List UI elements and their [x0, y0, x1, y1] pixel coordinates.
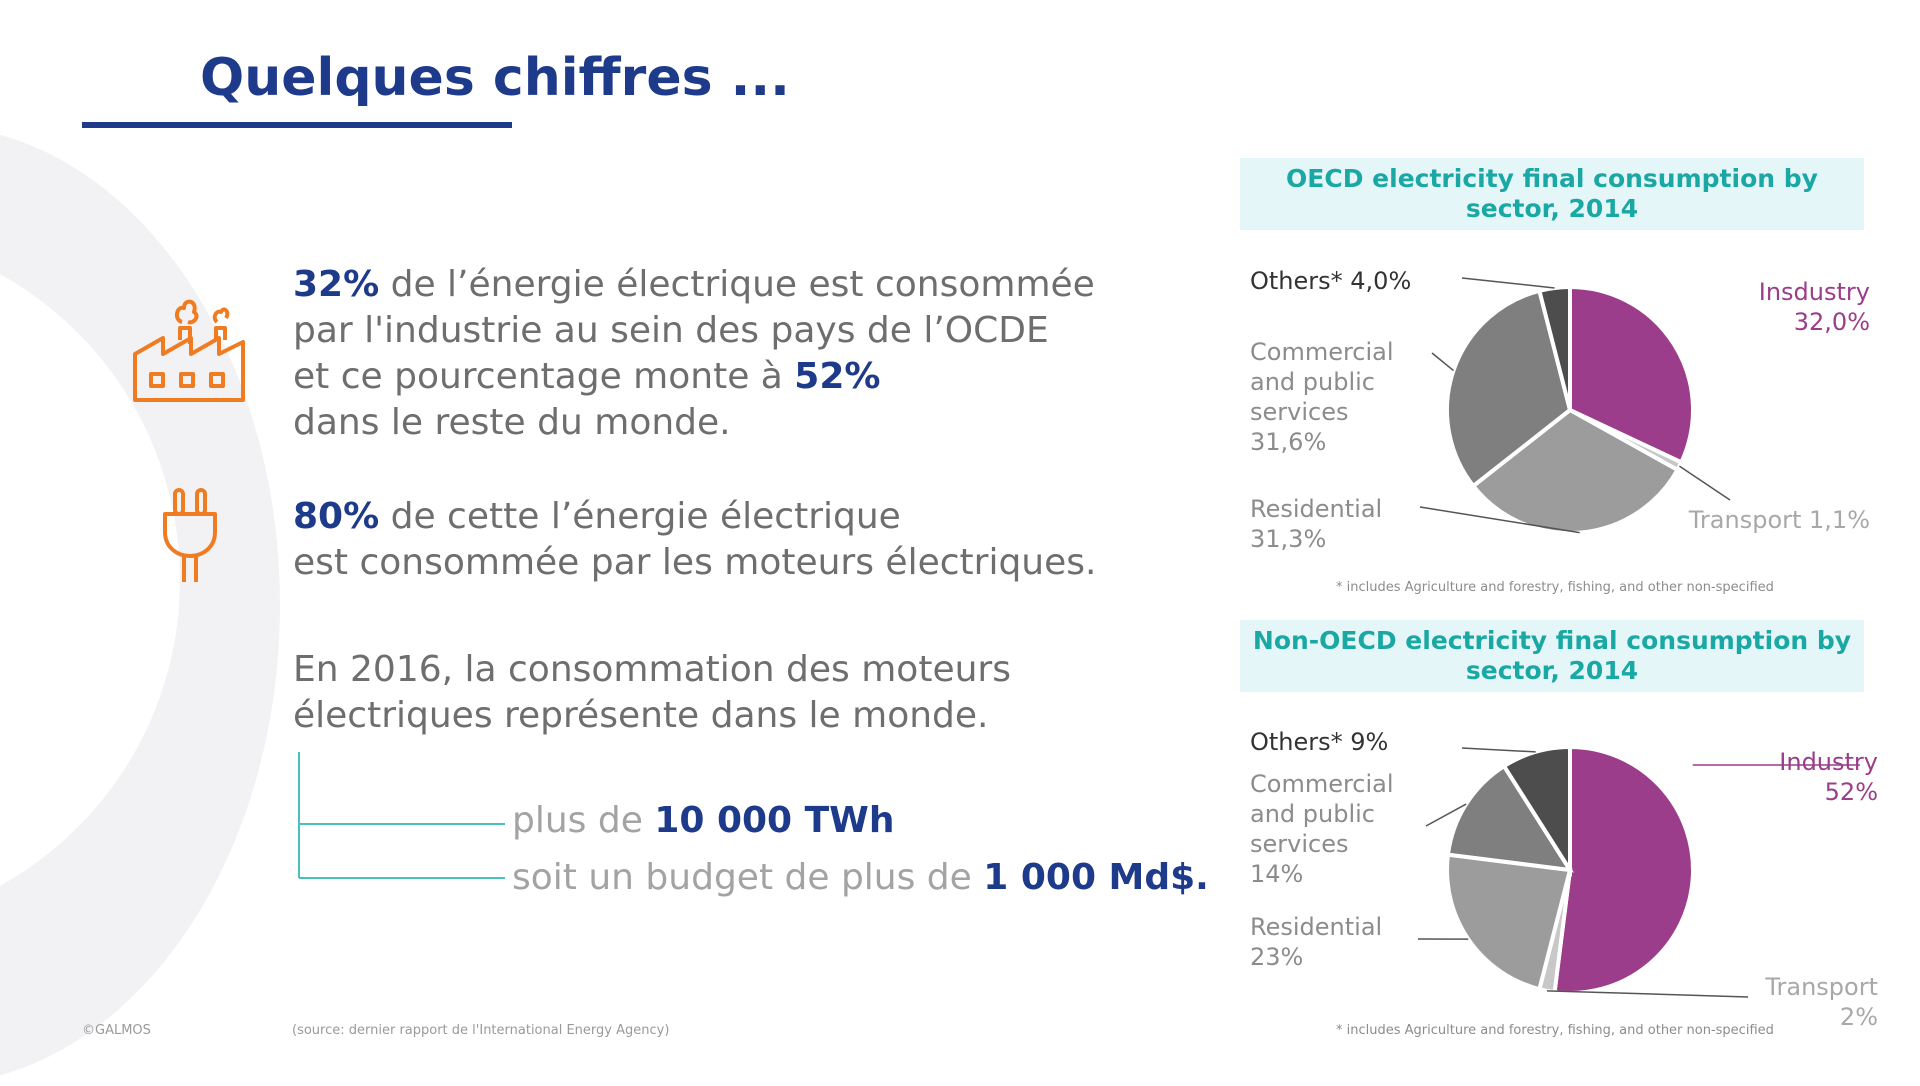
slice-label: Industry 52% — [1779, 748, 1878, 806]
slice-label: Others* 9% — [1250, 728, 1389, 756]
stat-text: est consommée par les moteurs électriques. — [293, 542, 1097, 583]
slice-label: Others* 4,0% — [1250, 267, 1412, 295]
chart-footnote: * includes Agriculture and forestry, fishing, and other non-specified — [1336, 1023, 1774, 1038]
stat-paragraph-motors — [293, 494, 1096, 586]
leader-line — [1462, 748, 1536, 752]
plug-icon — [160, 486, 220, 584]
chart-title-box — [1240, 158, 1864, 230]
stat-text: En 2016, la consommation des moteurs — [293, 649, 1011, 690]
stat-text: par l'industrie au sein des pays de l’OCDE — [293, 310, 1049, 351]
leader-line — [1432, 353, 1454, 371]
bullet-text: plus de — [512, 800, 655, 841]
bullet-twh — [512, 800, 895, 841]
chart-footnote: * includes Agriculture and forestry, fishing, and other non-specified — [1336, 580, 1774, 595]
stat-paragraph-2016 — [293, 647, 1011, 739]
chart-title: Non-OECD electricity final consumption by sector, 2014 — [1252, 626, 1852, 685]
stat-paragraph-industry — [293, 262, 1095, 446]
stat-52-percent: 52% — [794, 356, 881, 397]
pie-slice-industry — [1555, 747, 1693, 993]
stat-text: et ce pourcentage monte à — [293, 356, 795, 397]
slice-label: Commercial and public services 31,6% — [1250, 338, 1394, 456]
source-note: (source: dernier rapport de l'International Energy Agency) — [292, 1023, 670, 1038]
bullet-budget — [512, 857, 1209, 898]
slice-label: Transport 2% — [1765, 973, 1878, 1031]
factory-icon — [130, 292, 250, 404]
page-title: Quelques chiffres ... — [200, 48, 790, 108]
budget-value: 1 000 Md$ — [983, 857, 1196, 898]
stat-text: de l’énergie électrique est consommée — [379, 264, 1095, 305]
copyright: ©GALMOS — [82, 1023, 151, 1038]
stat-text: dans le reste du monde. — [293, 402, 731, 443]
stat-text: de cette l’énergie électrique — [379, 496, 901, 537]
slice-label: Commercial and public services 14% — [1250, 770, 1394, 888]
stat-32-percent: 32% — [293, 264, 380, 305]
slice-label: Insdustry 32,0% — [1758, 278, 1870, 336]
slice-label: Residential 31,3% — [1250, 495, 1383, 553]
twh-value: 10 000 TWh — [654, 800, 895, 841]
stat-text: électriques représente dans le monde. — [293, 695, 989, 736]
oecd-pie-chart — [1220, 250, 1880, 580]
bullet-bracket — [297, 752, 507, 882]
title-underline — [82, 122, 512, 128]
slice-label: Transport 1,1% — [1688, 506, 1870, 534]
leader-line — [1679, 466, 1730, 500]
bullet-text: soit un budget de plus de — [512, 857, 984, 898]
bullet-suffix: . — [1195, 857, 1209, 898]
non-oecd-pie-chart — [1220, 710, 1880, 1040]
chart-title: OECD electricity final consumption by sector, 2014 — [1286, 164, 1818, 223]
stat-80-percent: 80% — [293, 496, 380, 537]
slice-label: Residential 23% — [1250, 913, 1383, 971]
chart-title-box — [1240, 620, 1864, 692]
leader-line — [1462, 278, 1555, 288]
